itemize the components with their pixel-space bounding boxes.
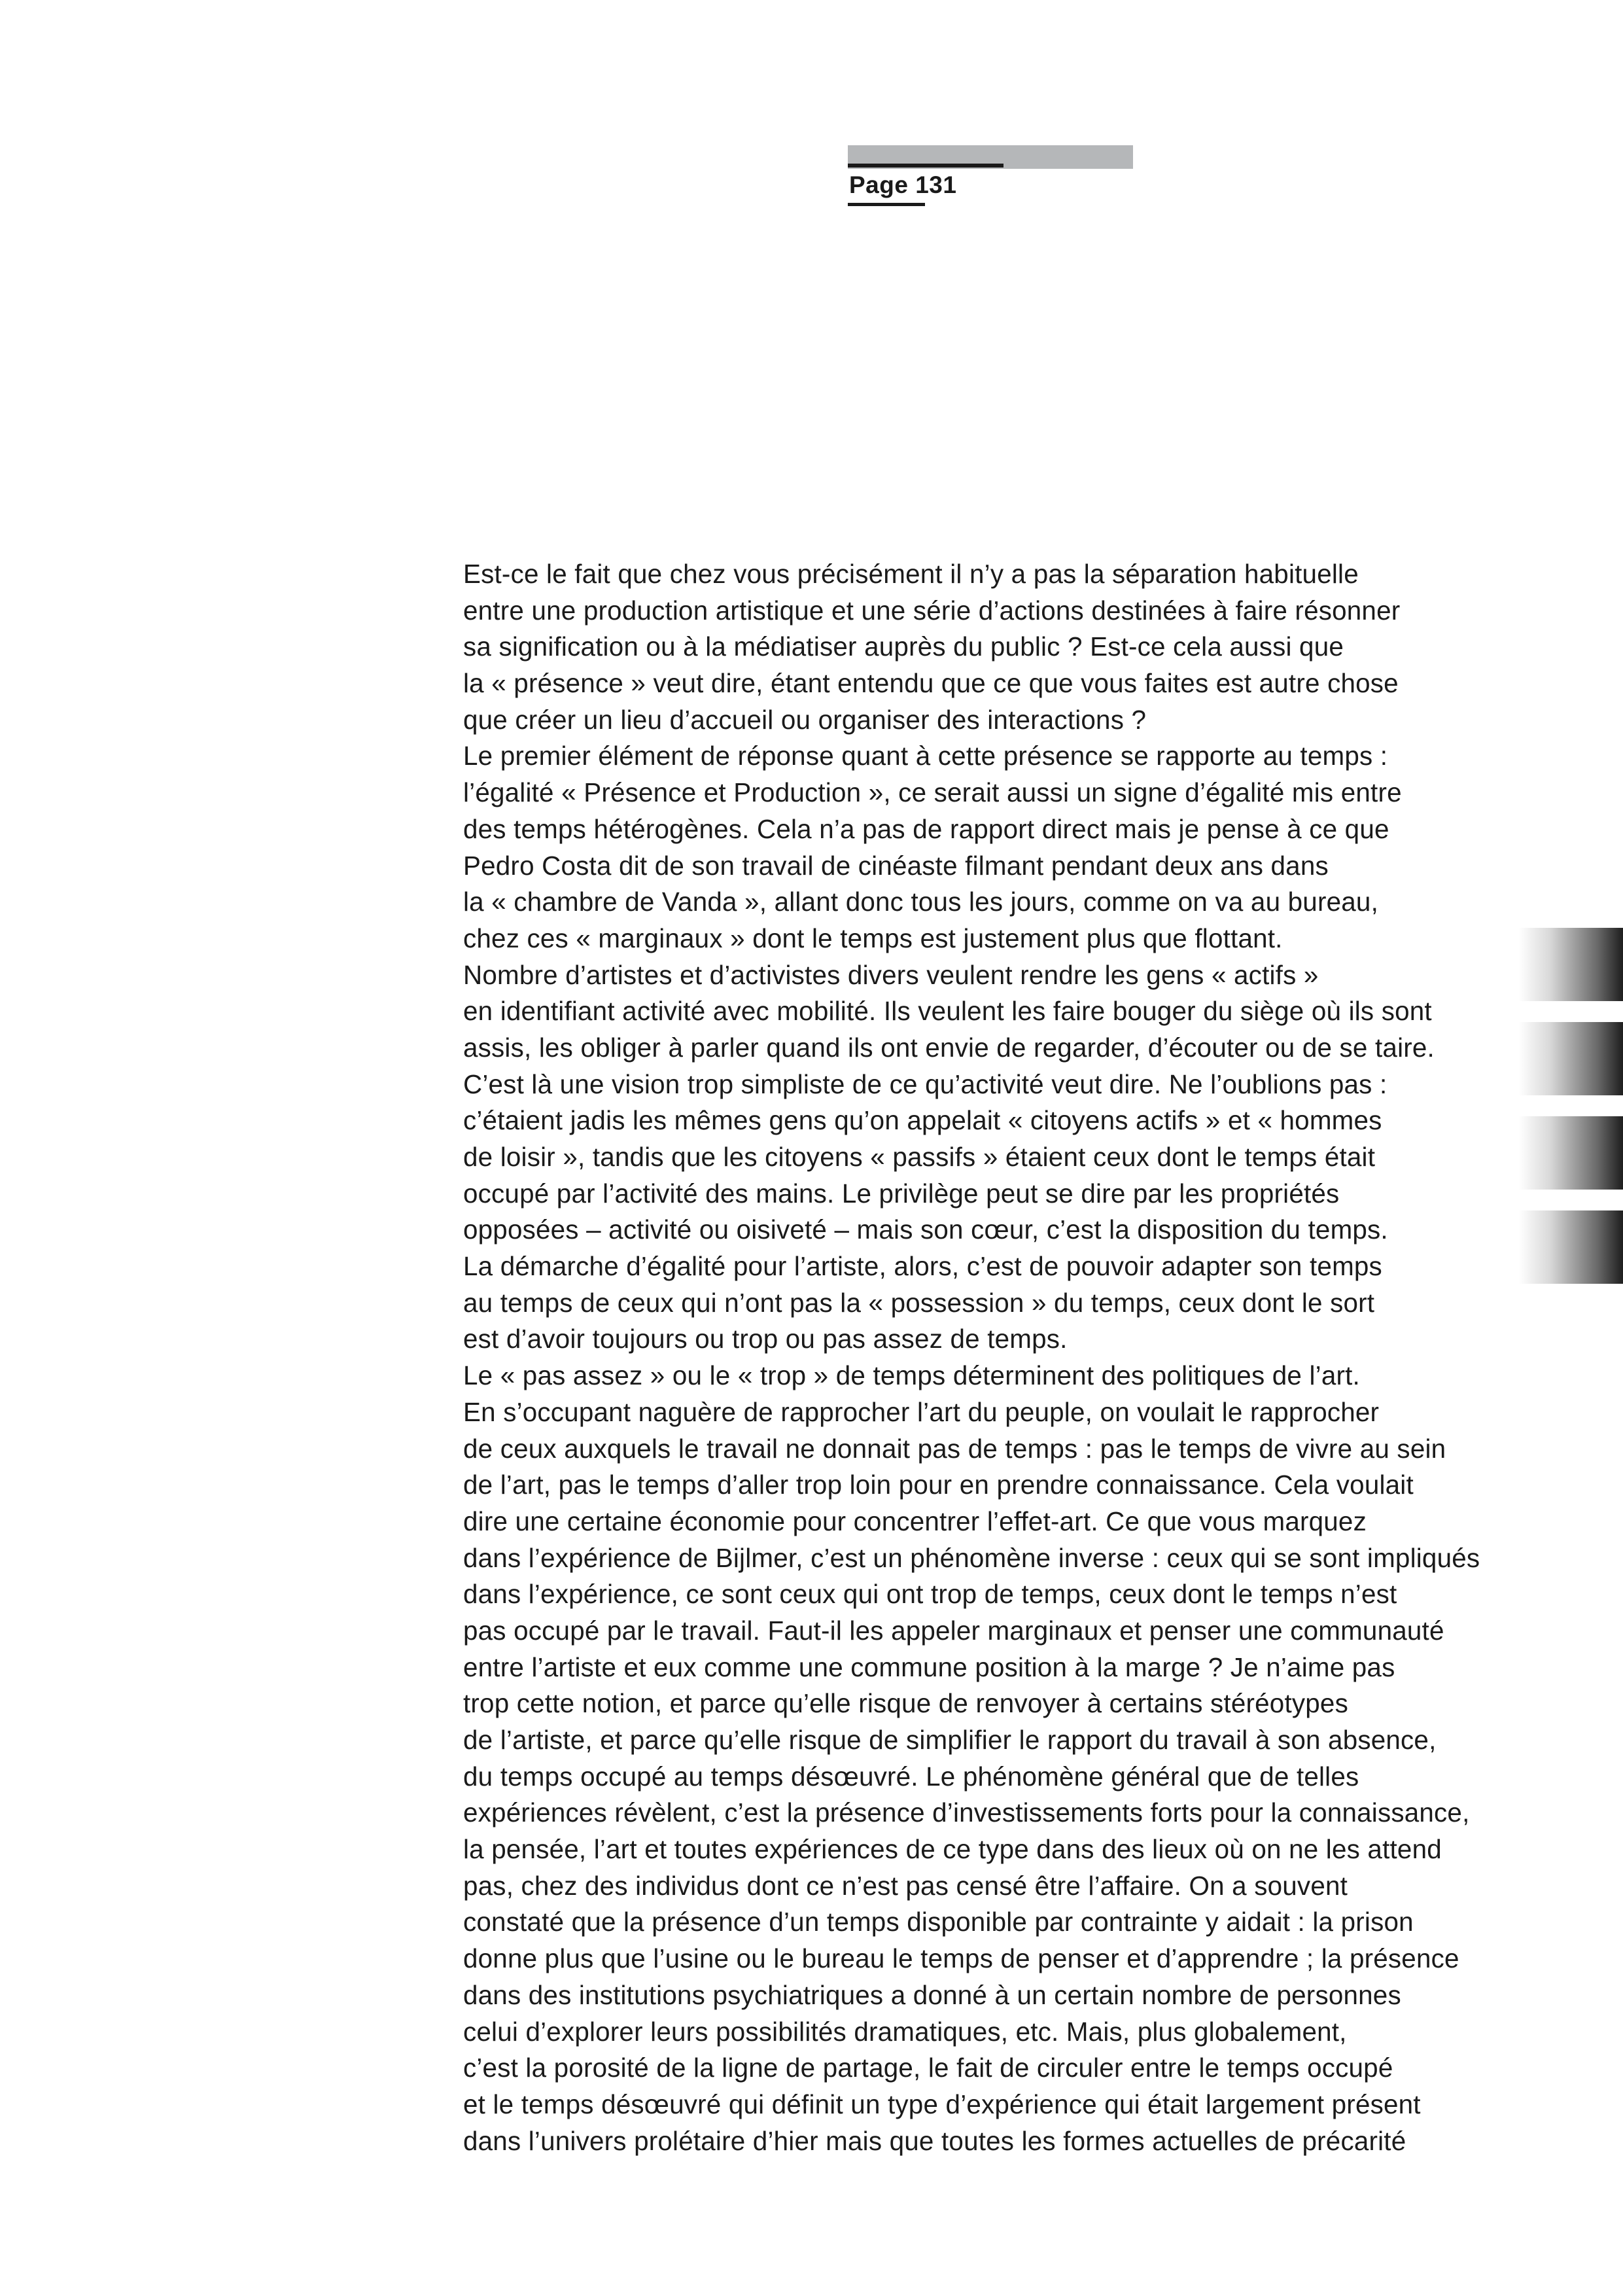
text-line: Le « pas assez » ou le « trop » de temps déterminent des politiques de l’art. <box>463 1360 1360 1391</box>
text-line: au temps de ceux qui n’ont pas la « possession » du temps, ceux dont le sort <box>463 1287 1375 1318</box>
text-line: du temps occupé au temps désœuvré. Le phénomène général que de telles <box>463 1761 1359 1792</box>
text-line: donne plus que l’usine ou le bureau le temps de penser et d’apprendre ; la présence <box>463 1943 1459 1974</box>
text-line: Le premier élément de réponse quant à cette présence se rapporte au temps : <box>463 741 1388 771</box>
text-line: occupé par l’activité des mains. Le privilège peut se dire par les propriétés <box>463 1178 1340 1209</box>
side-tab-4 <box>1519 1210 1623 1284</box>
page-number-underline <box>848 203 925 206</box>
text-line: opposées – activité ou oisiveté – mais son cœur, c’est la disposition du temps. <box>463 1214 1388 1245</box>
header-bar-rule <box>848 164 1003 168</box>
text-line: Nombre d’artistes et d’activistes divers veulent rendre les gens « actifs » <box>463 959 1319 990</box>
text-line: pas, chez des individus dont ce n’est pas censé être l’affaire. On a souvent <box>463 1870 1348 1901</box>
side-tab-2 <box>1519 1022 1623 1095</box>
text-line: de loisir », tandis que les citoyens « passifs » étaient ceux dont le temps était <box>463 1142 1376 1172</box>
text-line: constaté que la présence d’un temps disponible par contrainte y aidait : la prison <box>463 1907 1414 1937</box>
text-line: expériences révèlent, c’est la présence d’investissements forts pour la connaissance, <box>463 1797 1470 1828</box>
text-line: La démarche d’égalité pour l’artiste, alors, c’est de pouvoir adapter son temps <box>463 1251 1382 1282</box>
text-line: dans l’expérience, ce sont ceux qui ont trop de temps, ceux dont le temps n’est <box>463 1579 1397 1610</box>
text-line: est d’avoir toujours ou trop ou pas assez de temps. <box>463 1324 1068 1354</box>
text-line: en identifiant activité avec mobilité. Ils veulent les faire bouger du siège où ils sont <box>463 996 1432 1027</box>
text-line: que créer un lieu d’accueil ou organiser des interactions ? <box>463 704 1147 735</box>
text-line: assis, les obliger à parler quand ils ont envie de regarder, d’écouter ou de se taire. <box>463 1032 1435 1063</box>
text-line: c’étaient jadis les mêmes gens qu’on appelait « citoyens actifs » et « hommes <box>463 1105 1382 1136</box>
text-line: trop cette notion, et parce qu’elle risque de renvoyer à certains stéréotypes <box>463 1688 1348 1719</box>
body-text <box>463 556 1523 2159</box>
text-line: En s’occupant naguère de rapprocher l’art du peuple, on voulait le rapprocher <box>463 1396 1380 1427</box>
text-line: et le temps désœuvré qui définit un type d’expérience qui était largement présent <box>463 2089 1421 2119</box>
text-line: C’est là une vision trop simpliste de ce qu’activité veut dire. Ne l’oublions pas : <box>463 1069 1387 1099</box>
text-line: chez ces « marginaux » dont le temps est justement plus que flottant. <box>463 923 1283 953</box>
text-line: des temps hétérogènes. Cela n’a pas de rapport direct mais je pense à ce que <box>463 813 1389 844</box>
text-line: la « chambre de Vanda », allant donc tous les jours, comme on va au bureau, <box>463 887 1378 917</box>
side-tab-3 <box>1519 1116 1623 1190</box>
text-line: dans l’univers prolétaire d’hier mais que toutes les formes actuelles de précarité <box>463 2125 1406 2156</box>
text-line: dans des institutions psychiatriques a donné à un certain nombre de personnes <box>463 1979 1401 2010</box>
side-tab-1 <box>1519 928 1623 1001</box>
page-number: Page 131 <box>849 171 957 198</box>
text-line: de l’artiste, et parce qu’elle risque de simplifier le rapport du travail à son absence, <box>463 1725 1437 1755</box>
text-line: c’est la porosité de la ligne de partage, le fait de circuler entre le temps occupé <box>463 2053 1393 2083</box>
text-line: dans l’expérience de Bijlmer, c’est un phénomène inverse : ceux qui se sont impliqués <box>463 1542 1480 1573</box>
text-line: Pedro Costa dit de son travail de cinéaste filmant pendant deux ans dans <box>463 850 1329 881</box>
text-line: celui d’explorer leurs possibilités dramatiques, etc. Mais, plus globalement, <box>463 2016 1347 2047</box>
text-line: la pensée, l’art et toutes expériences de ce type dans des lieux où on ne les attend <box>463 1834 1442 1865</box>
text-line: la « présence » veut dire, étant entendu que ce que vous faites est autre chose <box>463 668 1399 699</box>
text-line: pas occupé par le travail. Faut-il les appeler marginaux et penser une communauté <box>463 1615 1444 1646</box>
text-line: de l’art, pas le temps d’aller trop loin pour en prendre connaissance. Cela voulait <box>463 1470 1414 1500</box>
text-line: Est-ce le fait que chez vous précisément il n’y a pas la séparation habituelle <box>463 559 1359 589</box>
text-line: entre une production artistique et une série d’actions destinées à faire résonner <box>463 595 1401 626</box>
text-line: entre l’artiste et eux comme une commune position à la marge ? Je n’aime pas <box>463 1651 1395 1682</box>
text-line: dire une certaine économie pour concentrer l’effet-art. Ce que vous marquez <box>463 1506 1367 1536</box>
text-line: sa signification ou à la médiatiser auprès du public ? Est-ce cela aussi que <box>463 631 1344 662</box>
text-line: l’égalité « Présence et Production », ce serait aussi un signe d’égalité mis entre <box>463 777 1402 808</box>
text-line: de ceux auxquels le travail ne donnait pas de temps : pas le temps de vivre au sein <box>463 1433 1446 1464</box>
